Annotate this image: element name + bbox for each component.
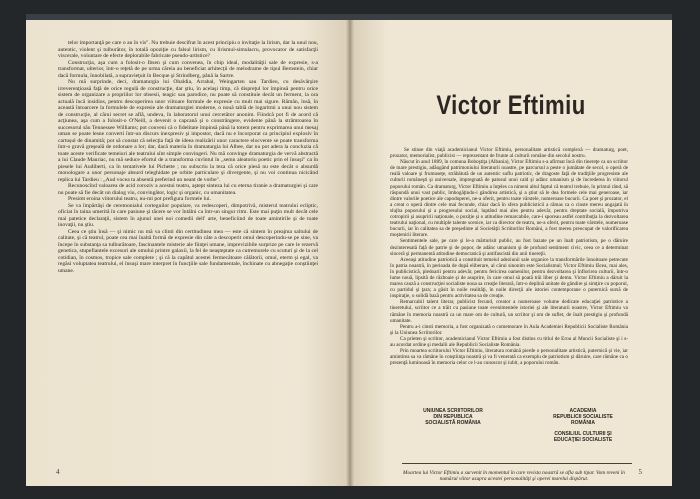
- left-paragraph: Nu mă surprinde, deci, dramaturgia lui Ohaldia, Arrabal, Weingarten sau Tardieu, cu desăvârşire irreverenţioasă faţă de orice regulă de construcţie, dar ştiu, în acelaşi timp, că dispreţul lor împinsă pentru orice sistem de organizare a propriilor lor obsesii, teagic sau parodice, nu poate să constituie decât un ferment, la ora actuală încă insidios, pentru descoperirea unor viitoare formule de expresie cu mult mai sigure. Rămân, însă, în această întoarcere la formulele de expresie ale dramaturgiei moderne, o nouă tablă de logaritmi a unui nou sistem de construcţie, al cărui secret se află, undeva, în laboratorul unui cercetător anonim. Fiindcă pot fi de acord că acţiunea, aşa cum a folosit-o O'Neill, a devenit o capcană şi o constrângere, evidente până la strâmtoarea în succesorul său Tennessee Williams; pot conveni că o fidelitate împinsă până la totem pentru exprimarea unui mesaj uman se poate lesne converti într-un discurs inexpresiv şi impostor, dacă nu e încorporat ca principiul explosiv în cartușul de dinamită; pot să constat că selecţia faţă de ideea realizării unor caractere elocvente se poate transforma într-o gravă greşeală de ordonare a lor; dar, dacă materia în dramaturgia lui Albee, dar nu pot adera la concluzia că toate aceste verificate temeiuri ale teatrului sînt simple convingeri. Nu mă convinge dramaturgia de vervă abstractă a lui Claude Mauriac, nu mă seduce efortul de a transforma cuvîntul în „semn aleatoriu poetic prin el însuşi" ca în piesele lui Audiberti, ca în tentativele lui Pichette ; nu subscriu la teza că orice piesă nu este decât o absurdă monologare a unor personaje absurd teleghidate pe orbite particulare şi divergente, şi nu voi continua nicicând replica lui Tardieu : „Aud vocea ta absentă preferind un neant de vorbe".: [58, 79, 318, 183]
- signatory-line: SOCIALISTĂ ROMÂNIA: [425, 420, 481, 427]
- left-paragraph: telor importanţă pe care o au în vis". Nu trebuie descifrat în acest principiu o invitaţie la lirism, dar la unul nou, autentic, violent şi tulburător, în totală opoziţie cu falsul lirism, cu lirismul-simulacru, provocator de satisfacţii viscerale, voluntare de efecte deplorabile fabricate pseudo-artistice?: [58, 40, 318, 59]
- left-paragraph: Se va împărtăşi de ceremonialul corteguilor populare, va redescoperi, dimpotrivă, misterul teatrului ecliptic, oficiat în taina umerită în care pasiune şi tăcere se vor întâlni ca într-un singur ritm. Este mai puţin mult decât cele mai patetice declaraţii, sistem în ajunul unei noi comedii dell' arte, beneficiind de toate amintirile şi de toate inovaţii, nu ştiu.: [58, 202, 318, 228]
- signatory-academy: [528, 408, 638, 443]
- left-paragraph: Recunoscînd valoarea de acid coroziv a acestui teatru, aştept sinteza lui cu eterna tiranie a dramaturgiei şi care nu poate să fie decât un dialog viu, convingător, logic şi organic, cu umanitatea.: [58, 183, 318, 196]
- right-page-text: [390, 147, 628, 366]
- left-page-text: [58, 40, 318, 274]
- note-divider: [402, 463, 632, 464]
- signatory-line: ACADEMIA: [569, 408, 597, 414]
- signatory-line: EDUCAŢIEI SOCIALISTE: [553, 436, 613, 443]
- book-gutter: [346, 20, 354, 486]
- right-paragraph: Pentru a-i cinsti memoria, a fost organizată o comemorare în Aula Academiei Republicii Socialiste România şi la Uniunea Scriitorilor.: [390, 323, 628, 336]
- left-paragraph: Construcţia, aşa cum a folosit-o Ibsen şi cum convenea, în chip ideal, modalităţii sale de expresie, s-a transformat, ulterior, într-o reţetă de pe urma căreia au beneficiat arhitecţii de melodrame de tipul Bernstein, chiar dacă formula, înnobilată, a supravieţuit în Becque şi Strindberg, până la Sartre.: [58, 59, 318, 79]
- signatory-line: CONSILIUL CULTURII ŞI: [554, 430, 612, 437]
- right-page: [350, 20, 672, 486]
- signatory-writers-union: [398, 408, 508, 427]
- right-paragraph: Ca prieten şi scriitor, academicianul Victor Eftimiu a fost distins cu titlul de Erou al Muncii Socialiste şi i s-au acordat ordine şi medalii ale Republicii Socialiste România.: [390, 335, 628, 348]
- editorial-note: Moartea lui Victor Eftimiu a survenit în momentul în care revista noastră se afla sub tipar. Vom reveni în numărul viitor asupra acestei personalităţi şi operei marelui dispărut.: [403, 470, 625, 483]
- right-paragraph: Sentimentele sale, pe care şi le-a mărturisit public, au fost bazate pe un înalt patriotism, pe o dăruire dezinteresată faţă de patrie şi de popor, de adânc umanism şi de profund sentiment civic, ceea ce a determinat sinceră şi permanentă atitudine democratică şi antifascistă din anii tinereţii.: [390, 238, 628, 257]
- right-paragraph: Se stinse din viaţă academicianul Victor Eftimiu, personalitate artistică complexă — dramaturg, poet, prozator, memorialist, publicist — reprezentant de frunte al culturii române din secolul nostru.: [390, 147, 628, 160]
- signatory-line: UNIUNEA SCRIITORILOR: [423, 408, 483, 414]
- signatory-line: ROMÂNIA: [571, 420, 595, 427]
- right-paragraph: Născut în anul 1889, în comuna Boboştiţa (Albania), Victor Eftimiu s-a afirmat încă din tinereţe ca un scriitor de mare prestigiu, adăugând patrimoniului literaturii noastre, pe parcursul a peste o jumătate de secol, o operă de reală valoare şi frumuseţe, străbătută de un autentic suflu patriotic, de dragoste faţă de tradiţiile progresiste ale culturii româneşti şi universale, impregnată de patosul unui cald şi adânc umanism şi de încrederea în viitorul poporului român. Ca dramaturg, Victor Eftimiu a înţeles ca nimeni altul faptul că teatrul trebuie, în primul rând, să răspundă unui vast public, îmbogăţindu-i gândirea artistică, şi a ştiut să le dea formele cele mai generoase, iar dintre valorile poetice ale capodoperei, ne-a oferit, pentru toate vârstele, numeroase bucurii. Ca poet şi prozator, el a creat o operă dintre cele mai fecunde, chiar dacă în sfera publicisticii a rămas ca o cinste mereu angajată în slujba poporului şi a progresului social, luptând mai ales pentru adevăr, pentru dreptate socială, împotriva cotropirii şi asupririi naţionale, o poziţie şi o atitudine remarcabile, care-i sporeau astfel contribuţia la dezvoltarea teatrului naţional, cu multiple talente scenice, iar ca director de teatru, ne-a oferit, pentru toate vârstele, numeroase bucurii, iar în calitatea sa de preşedinte al Societăţii Scriitorilor Români, a fost mereu preocupat de valorificarea moştenirii literare.: [390, 159, 628, 239]
- obituary-title: Victor Eftimiu: [436, 90, 586, 120]
- right-paragraph: Prin moartea scriitorului Victor Eftimiu, literatura română pierde o personalitate artistică, puternică şi vie, iar amintirea sa va rămâne în conştiinţa noastră şi va fi venerată ca exemplu de patriotism şi dăruire, care rămâne ca o prezenţă luminoasă în memoria celor ce l-au cunoscut şi iubit, a poporului român.: [390, 348, 628, 367]
- left-paragraph: Presimt eroina viitorului teatru, nu-mi pot prefigura formele lui.: [68, 196, 211, 202]
- signatory-line: DIN REPUBLICA: [433, 414, 473, 421]
- signatory-line: REPUBLICII SOCIALISTE: [553, 414, 613, 421]
- left-paragraph: Ceea ce ştiu însă — şi nimic nu mă va clinti din certitudinea mea — este că sintem în preajma saltului de calitate, şi că teatrul, poate cea mai înaltă formă de expresie din câte a descoperit omul descoperindu-se pe sine, va începe în substanţa sa tulburătoare, fascinantele misterie ale fiinţei umane, imprevizibile surprize pe care le rezervă genetica, stupefiantele excesuri ale omului printre galaxii, la fel de neaşteptate ca cutremurele cu scuturi şi de la cel cotidian, în cosmos, tropice sale complete ; şi că la capătul acestei fermecătoare călătorii, omul, eterm şi egal, va regăsi voluptatea teatrului, el însuşi mare interpret în funcţiile sale fundamentale, închinate cu abnegaţie conştiinţei umane.: [58, 228, 318, 274]
- page-number-left: 4: [56, 468, 60, 476]
- right-paragraph: Remarcabil talent literar, publicist fecund, creator a numeroase volume dedicate educaţiei patriotice a tineretului, scriitor ce a trăit cu pasiune toate evenimentele istoriei şi ale literaturii noastre, Victor Eftimiu va rămâne în memoria noastră ca un mare om de cultură, un scriitor şi om de suflet, de înalt prestigiu şi profundă umanitate.: [390, 299, 628, 324]
- left-page: [26, 20, 350, 486]
- page-number-right: 5: [638, 468, 642, 476]
- right-paragraph: Aceeaşi atitudine patriotică a constituit temeiul adeziunii sale organice la transformările înnoitoare petrecute în patria noastră, în perioada de după eliberare, al cărui sinonim este Socialismul; Victor Eftimiu făcea, mai ales, în publicistică, pledoarii pentru adevăr, pentru fericirea oamenilor, pentru dezvoltarea şi înflorirea culturii, într-o lume nouă, lipsită de războaie şi de asuprire, în care omul să poată trăi liber şi demn. Victor Eftimiu a dăruit la marea cauză a construcţiei socialiste noua sa creaţie literară, într-o deplină unitate de gândire şi simţire cu poporul, cu partidul şi ţara; a găsit în noile realităţi, în noile direcţii ale istoriei contemporane o puternică sursă de inspiraţie, o solidă bază pentru activitatea sa de creaţie.: [390, 256, 628, 300]
